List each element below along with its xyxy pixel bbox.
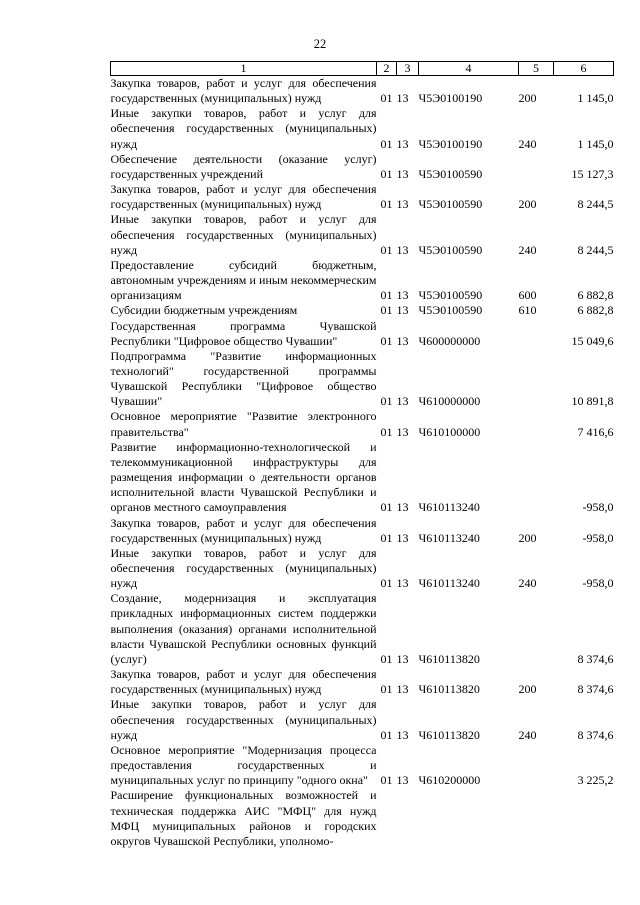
table-row [111,349,614,410]
row-section: 01 [380,773,393,788]
row-subsection: 13 [396,136,409,151]
row-target-article: Ч610113240 [418,530,480,545]
row-section: 01 [380,136,393,151]
row-expense-type [519,743,554,788]
row-target-article: Ч5Э0100590 [418,288,483,303]
row-subsection: 13 [396,682,409,697]
row-expense-type: 600 [518,288,537,303]
row-expense-type: 240 [518,576,537,591]
row-amount: 8 374,6 [577,651,614,666]
row-subsection: 13 [396,773,409,788]
row-amount: 10 891,8 [571,394,614,409]
row-expense-type [519,788,554,849]
row-amount: 7 416,6 [577,424,614,439]
row-expense-type [519,440,554,516]
row-section: 01 [380,303,393,318]
row-name: Подпрограмма "Развитие информационных технологий" государственной программы Чувашской Республики "Цифровое общество Чувашии" [110,348,377,409]
row-subsection: 13 [396,394,409,409]
row-section: 01 [380,651,393,666]
row-target-article [419,788,519,849]
row-subsection: 13 [396,333,409,348]
row-section: 01 [380,682,393,697]
row-expense-type [519,409,554,439]
row-amount: 1 145,0 [577,136,614,151]
row-target-article: Ч5Э0100190 [418,91,483,106]
row-subsection: 13 [396,303,409,318]
row-target-article: Ч610000000 [418,394,481,409]
table-row [111,546,614,591]
row-section: 01 [380,530,393,545]
row-section: 01 [380,166,393,181]
table-row [111,258,614,303]
row-target-article: Ч5Э0100590 [418,197,483,212]
table-row [111,697,614,742]
row-name: Государственная программа Чувашской Республики "Цифровое общество Чувашии" [110,318,377,348]
row-amount: 8 244,5 [577,197,614,212]
row-expense-type [519,591,554,667]
table-row [111,182,614,212]
row-target-article: Ч5Э0100590 [418,166,483,181]
row-expense-type: 200 [518,530,537,545]
row-amount [554,788,614,849]
row-target-article: Ч600000000 [418,333,481,348]
row-name: Иные закупки товаров, работ и услуг для обеспечения государственных (муниципальных) нужд [110,106,377,151]
row-section: 01 [380,197,393,212]
column-header-amount: 6 [554,62,614,76]
row-amount: 8 374,6 [577,727,614,742]
row-subsection: 13 [396,727,409,742]
row-name: Расширение функциональных возможностей и техническая поддержка АИС "МФЦ" для нужд МФЦ муниципальных районов и городских округов Чувашской Республики, уполномо- [110,788,377,848]
table-row [111,76,614,107]
row-name: Развитие информационно-технологической и телекоммуникационной инфраструктуры для размещения информации о деятельности органов исполнительной власти Чувашской Республики и органов местного самоуправления [110,439,377,515]
row-name: Закупка товаров, работ и услуг для обеспечения государственных (муниципальных) нужд [110,667,377,697]
row-amount: 15 127,3 [571,166,614,181]
row-subsection: 13 [396,242,409,257]
row-expense-type [519,152,554,182]
table-row [111,591,614,667]
row-expense-type: 200 [518,197,537,212]
row-name: Субсидии бюджетным учреждениям [110,303,298,318]
row-section: 01 [380,333,393,348]
row-name: Иные закупки товаров, работ и услуг для обеспечения государственных (муниципальных) нужд [110,545,377,591]
row-section: 01 [380,576,393,591]
row-subsection: 13 [396,166,409,181]
table-row [111,152,614,182]
row-target-article: Ч610113820 [418,682,480,697]
row-amount: 8 244,5 [577,242,614,257]
row-target-article: Ч610113240 [418,500,480,515]
row-name: Закупка товаров, работ и услуг для обеспечения государственных (муниципальных) нужд [110,515,377,545]
table-row [111,409,614,439]
row-name: Закупка товаров, работ и услуг для обеспечения государственных (муниципальных) нужд [110,76,377,106]
row-amount: 8 374,6 [577,682,614,697]
table-row [111,788,614,849]
row-expense-type: 200 [518,682,537,697]
row-name: Закупка товаров, работ и услуг для обеспечения государственных (муниципальных) нужд [110,182,377,212]
row-section: 01 [380,91,393,106]
row-amount: -958,0 [582,530,614,545]
row-expense-type [519,349,554,410]
row-section: 01 [380,727,393,742]
row-name: Основное мероприятие "Модернизация процесса предоставления государственных и муниципальных услуг по принципу "одного окна" [110,742,377,788]
row-expense-type: 240 [518,242,537,257]
row-name: Основное мероприятие "Развитие электронного правительства" [110,409,377,439]
row-section: 01 [380,288,393,303]
table-row [111,743,614,788]
row-target-article: Ч610113240 [418,576,480,591]
row-subsection: 13 [396,651,409,666]
row-name: Иные закупки товаров, работ и услуг для обеспечения государственных (муниципальных) нужд [110,697,377,742]
column-header-subsection: 3 [397,62,419,76]
row-subsection [397,788,419,849]
page-number: 22 [313,37,327,51]
column-header-expense-type: 5 [519,62,554,76]
table-row [111,516,614,546]
row-subsection: 13 [396,288,409,303]
column-header-section: 2 [377,62,397,76]
row-expense-type: 240 [518,136,537,151]
row-subsection: 13 [396,500,409,515]
row-section: 01 [380,242,393,257]
table-header-row [111,62,614,76]
row-target-article: Ч610113820 [418,651,480,666]
row-section [377,788,397,849]
table-row [111,303,614,318]
row-expense-type: 610 [518,303,537,318]
row-amount: -958,0 [582,500,614,515]
row-amount: 6 882,8 [577,288,614,303]
table-body [111,76,614,849]
row-subsection: 13 [396,576,409,591]
column-header-name: 1 [111,62,377,76]
row-subsection: 13 [396,91,409,106]
row-name: Создание, модернизация и эксплуатация прикладных информационных систем поддержки выполнения (оказания) органами исполнительной власти Чувашской Республики основных функций (услуг) [110,591,377,666]
row-name: Иные закупки товаров, работ и услуг для обеспечения государственных (муниципальных) нужд [110,212,377,257]
table-row [111,667,614,697]
row-name: Обеспечение деятельности (оказание услуг) государственных учреждений [110,151,377,181]
row-section: 01 [380,424,393,439]
row-target-article: Ч610113820 [418,727,480,742]
row-subsection: 13 [396,197,409,212]
table-row [111,106,614,151]
row-amount: -958,0 [582,576,614,591]
row-expense-type [519,319,554,349]
row-subsection: 13 [396,530,409,545]
row-amount: 1 145,0 [577,91,614,106]
row-expense-type: 200 [518,91,537,106]
row-expense-type: 240 [518,727,537,742]
row-target-article: Ч610100000 [418,424,481,439]
row-name: Предоставление субсидий бюджетным, автономным учреждениям и иным некоммерческим организациям [110,257,377,303]
row-subsection: 13 [396,424,409,439]
column-header-target-article: 4 [419,62,519,76]
row-target-article: Ч5Э0100190 [418,136,483,151]
row-section: 01 [380,500,393,515]
row-section: 01 [380,394,393,409]
table-row [111,319,614,349]
row-amount: 3 225,2 [577,773,614,788]
row-amount: 15 049,6 [571,333,614,348]
row-target-article: Ч610200000 [418,773,481,788]
row-amount: 6 882,8 [577,303,614,318]
row-target-article: Ч5Э0100590 [418,242,483,257]
table-row [111,440,614,516]
table-row [111,212,614,257]
budget-table [110,61,614,849]
row-target-article: Ч5Э0100590 [418,303,483,318]
